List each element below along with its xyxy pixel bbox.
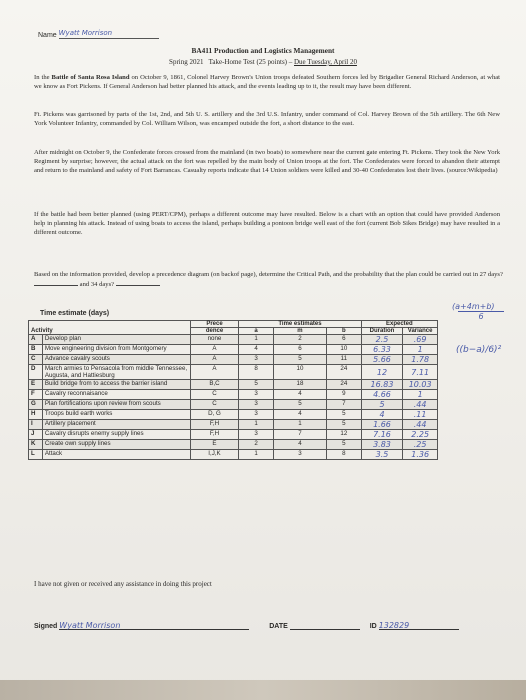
optimistic-time: 3 xyxy=(239,430,274,440)
table-label: Time estimate (days) xyxy=(40,310,110,317)
student-name: Wyatt Morrison xyxy=(58,29,113,37)
activity-description: Troops build earth works xyxy=(42,410,190,420)
activity-table xyxy=(28,320,438,460)
signature: Wyatt Morrison xyxy=(59,621,121,630)
expected-duration: 4.66 xyxy=(361,390,403,400)
table-row xyxy=(29,410,438,420)
pessimistic-time: 7 xyxy=(327,400,362,410)
predecessors: E xyxy=(190,440,239,450)
most-likely-time: 3 xyxy=(273,450,326,460)
expected-duration: 5.66 xyxy=(361,355,403,365)
most-likely-time: 7 xyxy=(273,430,326,440)
signed-label: Signed xyxy=(34,623,58,630)
date-label: DATE xyxy=(269,623,288,630)
name-label: Name xyxy=(38,32,57,39)
formula-denominator: 6 xyxy=(458,311,504,321)
activity-id: I xyxy=(29,420,43,430)
table-row xyxy=(29,390,438,400)
optimistic-time: 3 xyxy=(239,355,274,365)
variance: 1 xyxy=(403,390,438,400)
activity-id: L xyxy=(29,450,43,460)
optimistic-time: 3 xyxy=(239,410,274,420)
variance: 2.25 xyxy=(403,430,438,440)
question-part-b: and 34 days? xyxy=(79,281,115,288)
most-likely-time: 4 xyxy=(273,390,326,400)
table-row xyxy=(29,380,438,390)
term: Spring 2021 xyxy=(169,58,204,66)
expected-duration: 7.16 xyxy=(361,430,403,440)
header-variance: Variance xyxy=(403,328,438,335)
pessimistic-time: 5 xyxy=(327,410,362,420)
table-row xyxy=(29,355,438,365)
table-row xyxy=(29,430,438,440)
activity-description: Cavalry disrupts enemy supply lines xyxy=(42,430,190,440)
pessimistic-time: 24 xyxy=(327,365,362,380)
header-a: a xyxy=(239,328,274,335)
test-info: Take-Home Test (25 points) – xyxy=(208,58,293,66)
header-time-estimates: Time estimates xyxy=(239,321,361,328)
date-line[interactable] xyxy=(290,621,360,630)
predecessors: D, G xyxy=(190,410,239,420)
pessimistic-time: 8 xyxy=(327,450,362,460)
activity-id: B xyxy=(29,345,43,355)
variance-formula: ((b−a)/6)² xyxy=(456,345,502,355)
optimistic-time: 3 xyxy=(239,400,274,410)
test-subtitle xyxy=(0,58,526,66)
id-line[interactable] xyxy=(379,621,459,630)
answer-blank-34[interactable] xyxy=(116,279,160,286)
activity-id: G xyxy=(29,400,43,410)
question-part-a: Based on the information provided, develop a precedence diagram (on backof page), determine the Critical Path, and the probability that the plan could be carried out in 27 days? xyxy=(34,271,503,278)
header-prece: Prece xyxy=(190,321,239,328)
most-likely-time: 2 xyxy=(273,335,326,345)
variance: 1.36 xyxy=(403,450,438,460)
expected-duration: 3.5 xyxy=(361,450,403,460)
expected-duration: 16.83 xyxy=(361,380,403,390)
header-activity: Activity xyxy=(29,321,191,335)
variance: .44 xyxy=(403,400,438,410)
activity-id: E xyxy=(29,380,43,390)
table-row xyxy=(29,420,438,430)
optimistic-time: 1 xyxy=(239,450,274,460)
activity-description: March armies to Pensacola from middle Tennessee, Augusta, and Hattiesburg xyxy=(42,365,190,380)
activity-description: Artillery placement xyxy=(42,420,190,430)
optimistic-time: 3 xyxy=(239,390,274,400)
activity-description: Move engineering division from Montgomery xyxy=(42,345,190,355)
id-label: ID xyxy=(369,623,377,630)
activity-id: K xyxy=(29,440,43,450)
predecessors: F,H xyxy=(190,430,239,440)
variance: 1.78 xyxy=(403,355,438,365)
most-likely-time: 4 xyxy=(273,440,326,450)
pessimistic-time: 5 xyxy=(327,440,362,450)
activity-id: F xyxy=(29,390,43,400)
activity-description: Create own supply lines xyxy=(42,440,190,450)
table-row xyxy=(29,345,438,355)
table-row xyxy=(29,400,438,410)
paragraph-battle xyxy=(34,73,500,91)
predecessors: A xyxy=(190,365,239,380)
expected-duration: 6.33 xyxy=(361,345,403,355)
formula-numerator: (a+4m+b) xyxy=(452,302,495,311)
pessimistic-time: 5 xyxy=(327,420,362,430)
assistance-statement: I have not given or received any assistance in doing this project xyxy=(34,580,212,588)
predecessors: none xyxy=(190,335,239,345)
optimistic-time: 1 xyxy=(239,420,274,430)
predecessors: C xyxy=(190,390,239,400)
most-likely-time: 5 xyxy=(273,355,326,365)
expected-duration: 4 xyxy=(361,410,403,420)
activity-description: Develop plan xyxy=(42,335,190,345)
header-m: m xyxy=(273,328,326,335)
variance: .11 xyxy=(403,410,438,420)
most-likely-time: 10 xyxy=(273,365,326,380)
optimistic-time: 8 xyxy=(239,365,274,380)
activity-id: C xyxy=(29,355,43,365)
predecessors: A xyxy=(190,345,239,355)
variance: .69 xyxy=(403,335,438,345)
activity-id: A xyxy=(29,335,43,345)
expected-duration: 2.5 xyxy=(361,335,403,345)
pessimistic-time: 11 xyxy=(327,355,362,365)
expected-duration: 12 xyxy=(361,365,403,380)
most-likely-time: 1 xyxy=(273,420,326,430)
header-expected: Expected xyxy=(361,321,437,328)
activity-description: Attack xyxy=(42,450,190,460)
variance: 10.03 xyxy=(403,380,438,390)
activity-id: D xyxy=(29,365,43,380)
due-date: Due Tuesday, April 20 xyxy=(294,58,357,66)
most-likely-time: 4 xyxy=(273,410,326,420)
variance: 7.11 xyxy=(403,365,438,380)
variance: 1 xyxy=(403,345,438,355)
most-likely-time: 18 xyxy=(273,380,326,390)
signature-row xyxy=(34,621,504,630)
paragraph-garrison: Ft. Pickens was garrisoned by parts of the 1st, 2nd, and 5th U. S. artillery and the 3rd U.S. Infantry, under command of Col. Harvey Brown of the 5th artillery. The 6th New York Volunteer Infantry, commanded by Col. William Wilson, was encamped outside the fort, a short distance to the east. xyxy=(34,111,500,127)
answer-blank-27[interactable] xyxy=(34,279,78,286)
paragraph-attack: After midnight on October 9, the Confederate forces crossed from the mainland (in two boats) to somewhere near the current gate entering Ft. Pickens. They took the New York Regiment by surprise; however, the actual attack on the fort was repelled by the main body of Union troops at the fort. The Confederates were forced to abandon their attempt and return to the mainland and safety of Fort Barrancas. Casualty reports indicate that 14 Union soldiers were killed and 30-40 Confederates lost their lives. (source:Wikipedia) xyxy=(34,149,500,174)
page-bottom-edge xyxy=(0,680,526,700)
activity-description: Build bridge from to access the barrier island xyxy=(42,380,190,390)
table-row xyxy=(29,365,438,380)
optimistic-time: 4 xyxy=(239,345,274,355)
student-id: 132829 xyxy=(378,621,410,630)
header-dence: dence xyxy=(190,328,239,335)
activity-description: Advance cavalry scouts xyxy=(42,355,190,365)
activity-id: J xyxy=(29,430,43,440)
name-row xyxy=(38,30,159,39)
p1-rest: on October 9, 1861, Colonel Harvey Brown's Union troops defeated Southern forces led by Brigadier General Richard Anderson, at what we know as Fort Pickens. If General Anderson had better planned his attack, and the events leading up to it, the result may have been different. xyxy=(34,74,500,90)
header-duration: Duration xyxy=(361,328,403,335)
expected-formula xyxy=(452,302,504,321)
table-row xyxy=(29,335,438,345)
paragraph-pert: If the battle had been better planned (using PERT/CPM), perhaps a different outcome may have resulted. Below is a chart with an option that could have provided Anderson help in planning his attack. Instead of using boats to access the island, perhaps building a pontoon bridge well east of the fort (current Bob Sikes Bridge) may have resulted in a different outcome. xyxy=(34,211,500,236)
variance: .25 xyxy=(403,440,438,450)
question xyxy=(34,270,504,289)
course-title: BA411 Production and Logistics Management xyxy=(191,46,335,55)
table-row xyxy=(29,440,438,450)
pessimistic-time: 9 xyxy=(327,390,362,400)
predecessors: I,J,K xyxy=(190,450,239,460)
expected-duration: 1.66 xyxy=(361,420,403,430)
predecessors: B,C xyxy=(190,380,239,390)
activity-description: Plan fortifications upon review from scouts xyxy=(42,400,190,410)
table-row xyxy=(29,450,438,460)
header-b: b xyxy=(327,328,362,335)
predecessors: F,H xyxy=(190,420,239,430)
optimistic-time: 2 xyxy=(239,440,274,450)
signature-line[interactable] xyxy=(59,621,249,630)
predecessors: C xyxy=(190,400,239,410)
expected-duration: 5 xyxy=(361,400,403,410)
pessimistic-time: 6 xyxy=(327,335,362,345)
expected-duration: 3.83 xyxy=(361,440,403,450)
activity-rows xyxy=(29,335,438,460)
pessimistic-time: 12 xyxy=(327,430,362,440)
activity-id: H xyxy=(29,410,43,420)
pessimistic-time: 10 xyxy=(327,345,362,355)
header-row-1 xyxy=(29,321,438,328)
predecessors: A xyxy=(190,355,239,365)
name-line xyxy=(59,30,159,39)
most-likely-time: 6 xyxy=(273,345,326,355)
variance: .44 xyxy=(403,420,438,430)
most-likely-time: 5 xyxy=(273,400,326,410)
p1-lead: In the xyxy=(34,74,52,81)
optimistic-time: 1 xyxy=(239,335,274,345)
activity-description: Cavalry reconnaisance xyxy=(42,390,190,400)
p1-bold: Battle of Santa Rosa Island xyxy=(51,74,130,81)
pessimistic-time: 24 xyxy=(327,380,362,390)
optimistic-time: 5 xyxy=(239,380,274,390)
